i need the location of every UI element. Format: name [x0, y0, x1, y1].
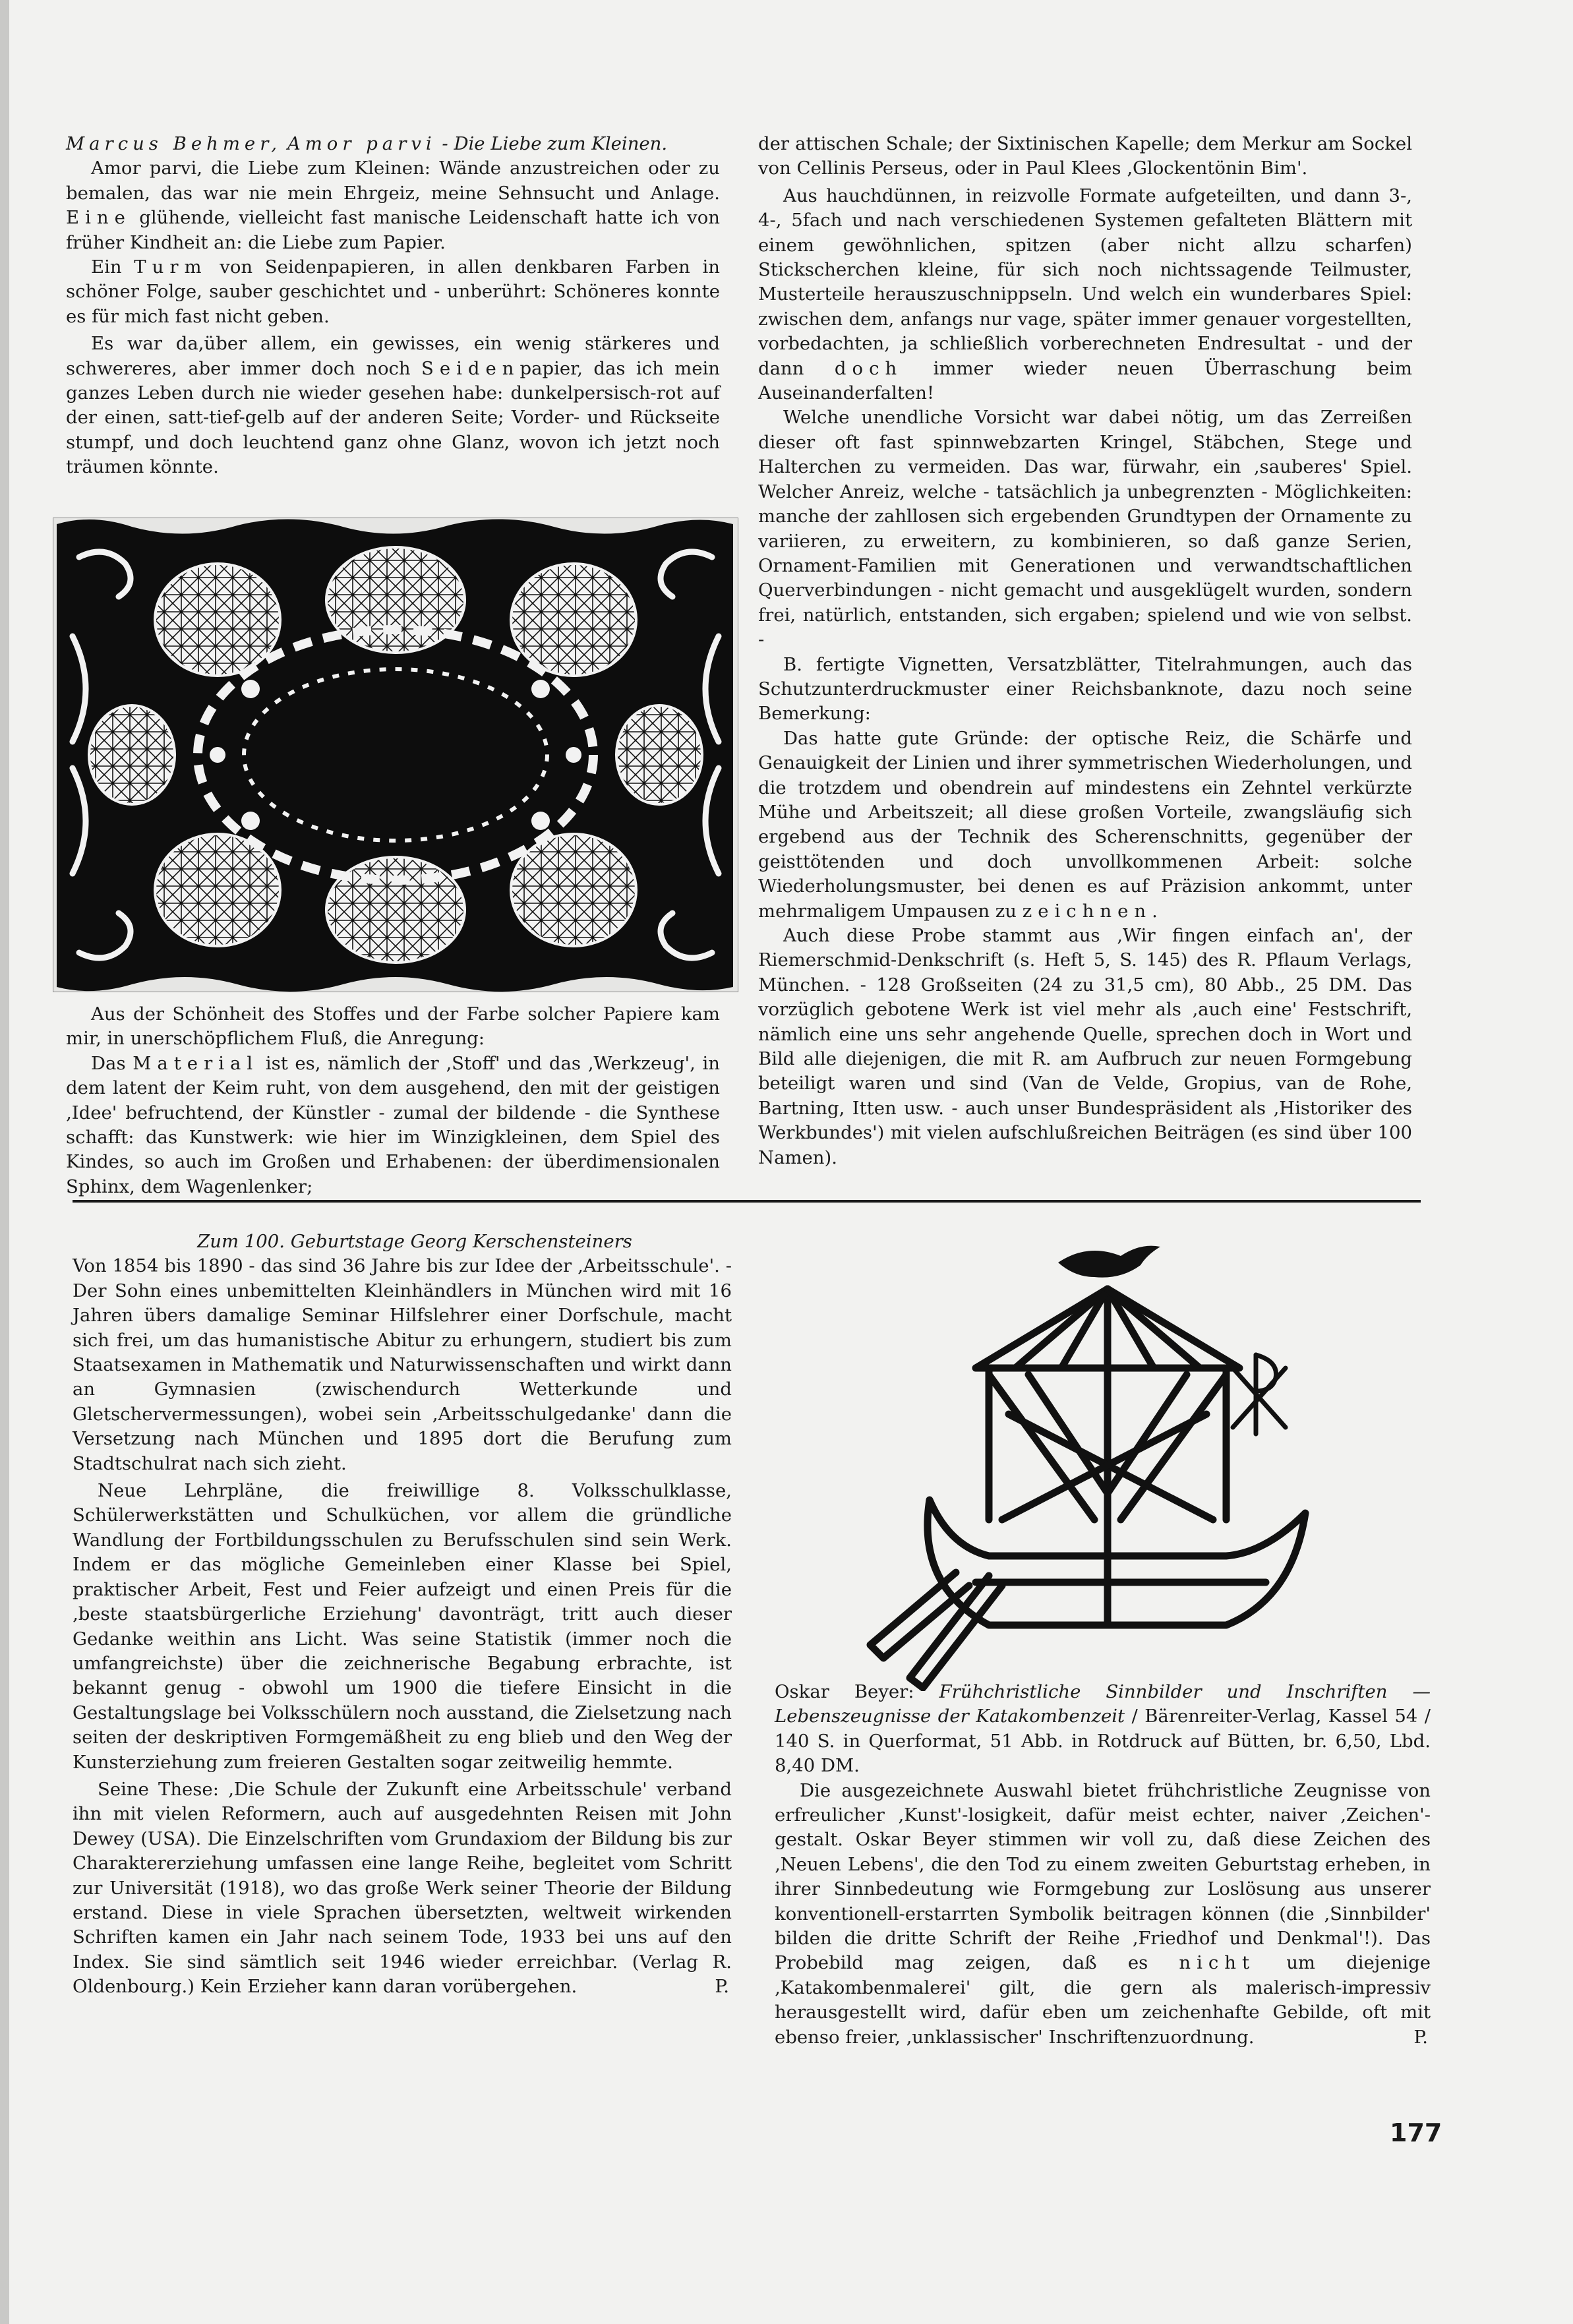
paragraph: Neue Lehrpläne, die freiwillige 8. Volksschulklasse, Schülerwerkstätten und Schulküchen, vor allem die gründliche Wandlung der Fortbildungsschulen zu Berufsschulen sind sein Werk. Indem er das mögliche Gemeinleben einer Klasse bei Spiel, praktischer Arbeit, Fest und Feier aufzeigt und einen Preis für die ‚beste staatsbürgerliche Erziehung' davonträgt, tritt auch dieser Gedanke weithin ans Licht. Was seine Statistik (immer noch die umfangreichste) über die zeichnerische Begabung erbrachte, ist bekannt genug - obwohl um 1900 die tiefere Einsicht in die Gestaltungslage bei Volksschülern noch ausstand, die Zielsetzung nach seiten der deskriptiven Formgemäßheit zu eng blieb und den Weg der Kunsterziehung zum freieren Gestalten sogar zeitweilig hemmte. [73, 1480, 732, 1773]
behmer-column-left-bottom [66, 1002, 720, 1199]
paragraph: Amor parvi, die Liebe zum Kleinen: Wände anzustreichen oder zu bemalen, das war nie mein Ehrgeiz, meine Sehnsucht und Anlage. Eine glühende, vielleicht fast manische Leidenschaft hatte ich von früher Kindheit an: die Liebe zum Papier. [66, 158, 720, 253]
paragraph: Seine These: ‚Die Schule der Zukunft eine Arbeitsschule' verband ihn mit vielen Reformern, auch auf ausgedehnten Reisen mit John Dewey (USA). Die Einzelschriften vom Grundaxiom der Bildung bis zur Charaktererziehung umfassen eine lange Reihe, begleitet vom Schritt zur Universität (1918), wo das große Werk seiner Theorie der Bildung erstand. Diese in viele Sprachen übersetzten, weltweit wirkenden Schriften kamen ein Jahr nach seinem Tode, 1933 bei uns auf den Index. Sie sind sämtlich seit 1946 wieder erreichbar. (Verlag R. Oldenbourg.) Kein Erzieher kann daran vorübergehen. P. [73, 1777, 732, 2000]
signature: P. [715, 1976, 729, 1998]
behmer-column-left-top [66, 132, 720, 480]
ship-illustration [857, 1216, 1345, 1691]
behmer-column-right [758, 132, 1412, 1170]
page-number: 177 [1390, 2118, 1442, 2147]
paragraph: Auch diese Probe stammt aus ‚Wir fingen einfach an', der Riemerschmid-Denkschrift (s. Heft 5, S. 145) des R. Pflaum Verlags, München. - 128 Großseiten (24 zu 31,5 cm), 80 Abb., 25 DM. Das vorzüglich gebotene Werk ist viel mehr als ‚auch eine' Festschrift, nämlich eine uns sehr angehende Quelle, sprechen doch in Wort und Bild alle diejenigen, die mit R. am Aufbruch zur neuen Formgebung beteiligt waren und sind (Van de Velde, Gropius, van de Rohe, Bartning, Itten usw. - auch unser Bundespräsident als ‚Historiker des Werkbundes') mit vielen aufschlußreichen Beiträgen (es sind über 100 Namen). [758, 925, 1412, 1168]
scan-edge [0, 0, 9, 2324]
paragraph: Das hatte gute Gründe: der optische Reiz, die Schärfe und Genauigkeit der Linien und ihrer symmetrischen Wiederholungen, und die trotzdem und obendrein auf mindestens ein Zehntel verkürzte Mühe und Arbeitszeit; all diese großen Vorteile, zwangsläufig sich ergebend aus der Technik des Scherenschnitts, gegenüber der geisttötenden und doch unvollkommenen Arbeit: solche Wiederholungsmuster, bei denen es auf Präzision ankommt, unter mehrmaligem Umpausen zu zeichnen. [758, 727, 1412, 922]
paragraph: der attischen Schale; der Sixtinischen Kapelle; dem Merkur am Sockel von Cellinis Perseus, oder in Paul Klees ‚Glockentönin Bim'. [758, 133, 1412, 179]
paragraph: Ein Turm von Seidenpapieren, in allen denkbaren Farben in schöner Folge, sauber geschichtet und - unberührt: Schöneres konnte es für mich fast nicht geben. [66, 256, 720, 327]
article-heading: Marcus Behmer, Amor parvi - Die Liebe zum Kleinen. [66, 133, 668, 154]
section-divider [73, 1200, 1421, 1203]
signature: P. [1413, 2026, 1428, 2048]
paragraph: Das Material ist es, nämlich der ‚Stoff' und das ‚Werkzeug', in dem latent der Keim ruht, von dem ausgehend, den mit der geistigen ‚Idee' befruchtend, der Künstler - zumal der bildende - die Synthese schafft: das Kunstwerk: wie hier im Winzigkleinen, dem Spiel des Kindes, so auch im Großen und Erhabenen: der überdimensionalen Sphinx, dem Wagenlenker; [66, 1052, 720, 1197]
paragraph: B. fertigte Vignetten, Versatzblätter, Titelrahmungen, auch das Schutzunterdruckmuster einer Reichsbanknote, dazu noch seine Bemerkung: [758, 653, 1412, 725]
paragraph: Es war da,über allem, ein gewisses, ein wenig stärkeres und schwereres, aber immer doch noch Seidenpapier, das ich mein ganzes Leben durch nie wieder gesehen habe: dunkelpersisch-rot auf der einen, satt-tief-gelb auf der anderen Seite; Vorder- und Rückseite stumpf, und doch leuchtend ganz ohne Glanz, wovon ich jetzt noch träumen könnte. [66, 333, 721, 478]
book-citation: Oskar Beyer: Frühchristliche Sinnbilder und Inschriften — Lebenszeugnisse der Katakombenzeit / Bärenreiter-Verlag, Kassel 54 / 140 S. in Querformat, 51 Abb. in Rotdruck auf Bütten, br. 6,50, Lbd. 8,40 DM. [775, 1681, 1431, 1777]
paper-cut-illustration [53, 518, 738, 992]
article-heading: Zum 100. Geburtstage Georg Kerschensteiners [197, 1231, 632, 1252]
paragraph: Aus der Schönheit des Stoffes und der Farbe solcher Papiere kam mir, in unerschöpflichem Fluß, die Anregung: [66, 1003, 720, 1050]
paragraph: Die ausgezeichnete Auswahl bietet frühchristliche Zeugnisse von erfreulicher ‚Kunst'-losigkeit, dafür meist echter, naiver ‚Zeichen'-gestalt. Oskar Beyer stimmen wir voll zu, daß diese Zeichen des ‚Neuen Lebens', die den Tod zu einem zweiten Geburtstag erheben, in ihrer Sinnbedeutung wie Formgebung zur Loslösung aus unserer konventionell-erstarrten Symbolik beitragen können (die ‚Sinnbilder' bilden die dritte Schrift der Reihe ‚Friedhof und Denkmal'!). Das Probebild mag zeigen, daß es nicht um diejenige ‚Katakombenmalerei' gilt, die gern als malerisch-impressiv herausgestellt wird, dafür eben um zeichenhafte Gebilde, oft mit ebenso freier, ‚unklassischer' Inschriftenzuordnung. P. [775, 1779, 1431, 2050]
beyer-column [775, 1680, 1431, 2050]
paragraph: Welche unendliche Vorsicht war dabei nötig, um das Zerreißen dieser oft fast spinnwebzarten Kringel, Stäbchen, Stege und Halterchen zu vermeiden. Das war, fürwahr, ein ‚sauberes' Spiel. Welcher Anreiz, welche - tatsächlich ja unbegrenzten - Möglichkeiten: manche der zahllosen sich ergebenden Grundtypen der Ornamente zu variieren, zu erweitern, zu kombinieren, so daß ganze Serien, Ornament-Familien mit Generationen und verwandtschaftlichen Querverbindungen - nicht gemacht und ausgeklügelt wurden, sondern frei, natürlich, entstanden, sich ergaben; spielend und wie von selbst. - [758, 407, 1412, 651]
paragraph: Aus hauchdünnen, in reizvolle Formate aufgeteilten, und dann 3-, 4-, 5fach und nach verschiedenen Systemen gefalteten Blättern mit einem gewöhnlichen, spitzen (aber nicht allzu scharfen) Stickscherchen kleine, für sich noch nichtssagende Teilmuster, Musterteile herauszuschnippseln. Und welch ein wunderbares Spiel: zwischen dem, anfangs nur vage, später immer genauer vorgestellten, vorbedachten, ja schließlich vorberechneten Endresultat - und der dann doch immer wieder neuen Überraschung beim Auseinanderfalten! [758, 185, 1412, 404]
paragraph: Von 1854 bis 1890 - das sind 36 Jahre bis zur Idee der ‚Arbeitsschule'. - Der Sohn eines unbemittelten Kleinhändlers in München wird mit 16 Jahren übers damalige Seminar Hilfslehrer einer Dorfschule, macht sich frei, um das humanistische Abitur zu erhungern, studiert bis zum Staatsexamen in Mathematik und Naturwissenschaften und wirkt dann an Gymnasien (zwischendurch Wetterkunde und Gletschervermessungen), wobei sein ‚Arbeitsschulgedanke' dann die Versetzung nach München und 1895 dort die Berufung zum Stadtschulrat nach sich zieht. [73, 1255, 732, 1474]
kerschensteiner-column [73, 1230, 732, 2000]
